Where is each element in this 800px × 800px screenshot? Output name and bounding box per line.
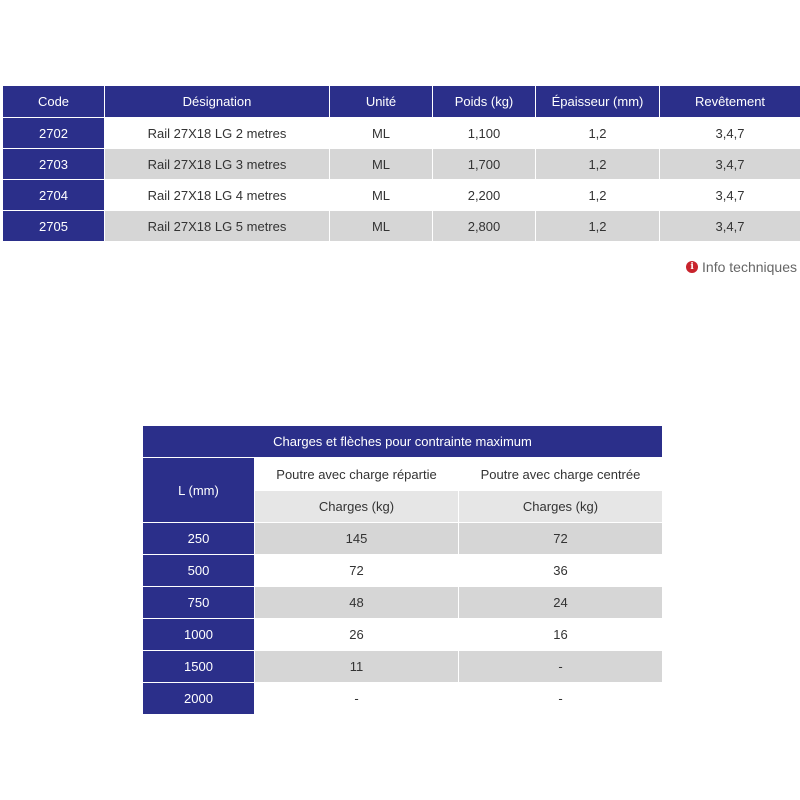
product-designation: Rail 27X18 LG 3 metres (105, 149, 330, 180)
product-epaisseur: 1,2 (536, 118, 660, 149)
product-header-row (3, 86, 800, 118)
load-centered: - (459, 651, 663, 683)
load-row (143, 683, 663, 715)
load-distributed: 26 (255, 619, 459, 651)
product-revetement: 3,4,7 (660, 149, 800, 180)
col-header-epaisseur: Épaisseur (mm) (536, 86, 660, 118)
load-centered: 72 (459, 523, 663, 555)
load-distributed: 48 (255, 587, 459, 619)
product-row (3, 149, 800, 180)
sub-header-distributed: Charges (kg) (255, 491, 459, 523)
load-group-header-row (143, 458, 663, 491)
product-code: 2702 (3, 118, 105, 149)
product-epaisseur: 1,2 (536, 180, 660, 211)
load-length: 750 (143, 587, 255, 619)
load-title-row (143, 426, 663, 458)
load-distributed: 145 (255, 523, 459, 555)
col-header-designation: Désignation (105, 86, 330, 118)
load-distributed: 11 (255, 651, 459, 683)
col-header-unite: Unité (330, 86, 433, 118)
product-poids: 2,800 (433, 211, 536, 242)
product-code: 2704 (3, 180, 105, 211)
load-distributed: - (255, 683, 459, 715)
col-header-poids: Poids (kg) (433, 86, 536, 118)
load-table (142, 425, 663, 715)
load-length: 2000 (143, 683, 255, 715)
load-centered: 24 (459, 587, 663, 619)
product-designation: Rail 27X18 LG 5 metres (105, 211, 330, 242)
product-designation: Rail 27X18 LG 2 metres (105, 118, 330, 149)
load-row (143, 619, 663, 651)
col-header-revetement: Revêtement (660, 86, 800, 118)
sub-header-centered: Charges (kg) (459, 491, 663, 523)
product-row (3, 211, 800, 242)
product-poids: 2,200 (433, 180, 536, 211)
product-unite: ML (330, 180, 433, 211)
load-length: 500 (143, 555, 255, 587)
load-length: 1000 (143, 619, 255, 651)
load-centered: - (459, 683, 663, 715)
product-unite: ML (330, 118, 433, 149)
product-epaisseur: 1,2 (536, 149, 660, 180)
product-epaisseur: 1,2 (536, 211, 660, 242)
product-poids: 1,700 (433, 149, 536, 180)
load-row (143, 587, 663, 619)
product-revetement: 3,4,7 (660, 118, 800, 149)
product-poids: 1,100 (433, 118, 536, 149)
product-code: 2703 (3, 149, 105, 180)
product-revetement: 3,4,7 (660, 180, 800, 211)
info-techniques-link[interactable] (686, 258, 797, 276)
load-distributed: 72 (255, 555, 459, 587)
product-unite: ML (330, 149, 433, 180)
load-length: 250 (143, 523, 255, 555)
load-row (143, 651, 663, 683)
load-row (143, 523, 663, 555)
group-header-centered: Poutre avec charge centrée (459, 458, 663, 491)
load-length: 1500 (143, 651, 255, 683)
product-code: 2705 (3, 211, 105, 242)
load-centered: 16 (459, 619, 663, 651)
product-table (2, 85, 800, 242)
product-designation: Rail 27X18 LG 4 metres (105, 180, 330, 211)
product-row (3, 180, 800, 211)
info-circle-icon: i (686, 261, 698, 273)
product-unite: ML (330, 211, 433, 242)
product-revetement: 3,4,7 (660, 211, 800, 242)
col-header-code: Code (3, 86, 105, 118)
load-row (143, 555, 663, 587)
length-header: L (mm) (143, 458, 255, 523)
product-row (3, 118, 800, 149)
load-table-title: Charges et flèches pour contrainte maximum (143, 426, 663, 458)
group-header-distributed: Poutre avec charge répartie (255, 458, 459, 491)
load-centered: 36 (459, 555, 663, 587)
info-techniques-label: Info techniques (702, 259, 797, 275)
